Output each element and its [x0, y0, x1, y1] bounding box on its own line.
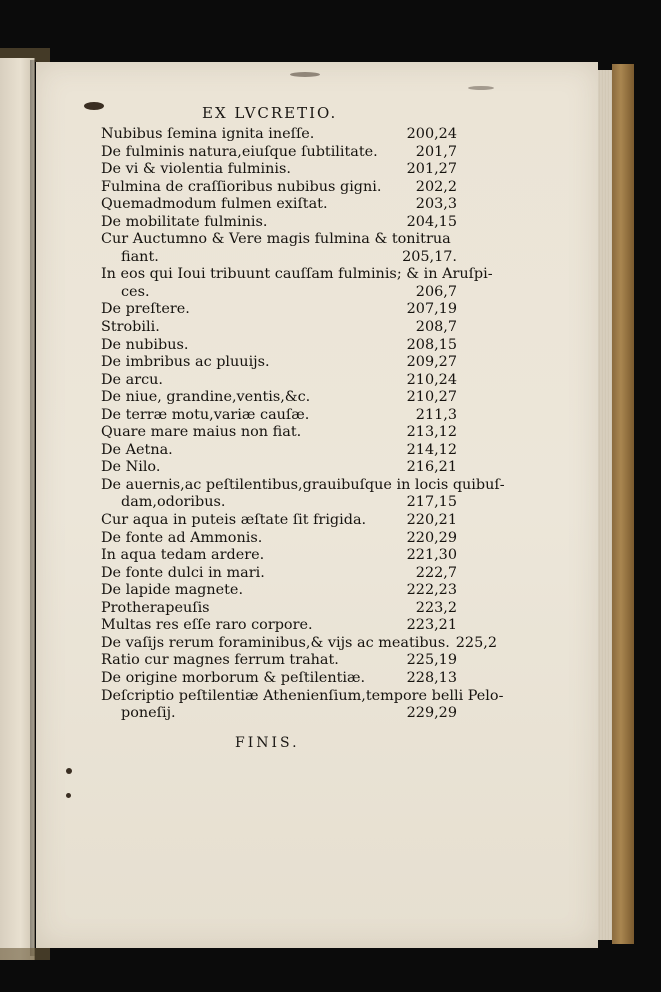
toc-entry: [101, 354, 457, 372]
toc-entry: [101, 179, 457, 197]
toc-entry-title: De auernis,ac peſtilentibus,grauibuſque in locis quibuſ-: [101, 476, 505, 493]
toc-entry-page: 208,7: [415, 319, 457, 336]
toc-entry: [101, 442, 457, 460]
toc-entry-page: 223,21: [406, 617, 457, 634]
toc-entry: [101, 512, 457, 530]
toc-entry: [101, 424, 457, 442]
toc-entry-page: 225,19: [406, 652, 457, 669]
toc-entry: [101, 161, 457, 179]
finis-mark: FINIS.: [235, 735, 300, 751]
toc-entry-page: 201,27: [406, 161, 457, 178]
toc-entry-page: 202,2: [415, 178, 457, 195]
toc-entry-title: Fulmina de craſſioribus nubibus gigni.: [101, 178, 382, 195]
ink-stain: [66, 793, 71, 798]
toc-entry-page: 206,7: [415, 283, 457, 300]
toc-entry-title: De lapide magnete.: [101, 582, 244, 599]
running-head: EX LVCRETIO.: [202, 104, 338, 122]
toc-entry-title: Nubibus ſemina ignita ineſſe.: [101, 126, 315, 142]
toc-entry-page: 220,29: [406, 529, 457, 546]
ink-stain: [468, 86, 494, 90]
toc-entry-page: 225,2: [455, 634, 497, 651]
toc-entry-title: De fonte dulci in mari.: [101, 564, 265, 581]
toc-entry: [101, 617, 457, 635]
toc-entry-title: Ratio cur magnes ferrum trahat.: [101, 652, 339, 669]
toc-entry: [101, 547, 457, 565]
toc-entry-page: 228,13: [406, 669, 457, 686]
toc-entry-page: 222,7: [415, 564, 457, 581]
toc-entry-page: 209,27: [406, 354, 457, 371]
toc-entry: [101, 301, 457, 319]
toc-entry-title: De imbribus ac pluuijs.: [101, 354, 270, 371]
toc-entry: [101, 214, 457, 232]
toc-entry-title: Quare mare maius non fiat.: [101, 424, 302, 441]
toc-entry-page: 208,15: [406, 336, 457, 353]
toc-entry-title: In eos qui Ioui tribuunt cauſſam fulminis; & in Aruſpi-: [101, 266, 493, 283]
toc-entry-title: De nubibus.: [101, 336, 189, 353]
toc-entry: [101, 459, 457, 477]
toc-entry-title: De vaſijs rerum foraminibus,& vijs ac meatibus.: [101, 634, 450, 651]
toc-entry: [101, 372, 457, 390]
toc-entry: [101, 600, 457, 618]
toc-entry-page: 213,12: [406, 424, 457, 441]
toc-entry-page: 229,29: [406, 705, 457, 722]
binding-thread-bottom: [0, 948, 50, 960]
toc-entry: [101, 652, 457, 670]
toc-entry-page: 216,21: [406, 459, 457, 476]
toc-entry-title: De arcu.: [101, 371, 163, 388]
toc-entry-title: Quemadmodum fulmen exiſtat.: [101, 196, 328, 213]
toc-entry-page: 222,23: [406, 582, 457, 599]
toc-entry: [101, 530, 457, 548]
toc-entry: [101, 670, 457, 688]
toc-entry-title: Cur aqua in puteis æſtate ſit frigida.: [101, 512, 367, 529]
toc-entry-title: Multas res eſſe raro corpore.: [101, 617, 313, 634]
toc-entry-page: 200,24: [406, 126, 457, 142]
ink-stain: [84, 102, 104, 110]
ink-stain: [290, 72, 320, 77]
toc-entry-page: 214,12: [406, 441, 457, 458]
toc-entry-title: De Aetna.: [101, 441, 173, 458]
toc-entry-title: De Nilo.: [101, 459, 161, 476]
toc-entry-title: De niue, grandine,ventis,&c.: [101, 389, 311, 406]
toc-entry: [101, 634, 497, 653]
toc-entry-page: 220,21: [406, 512, 457, 529]
toc-entry-page: 201,7: [415, 143, 457, 160]
toc-entry-page: 211,3: [415, 406, 457, 423]
toc-entry: [101, 407, 457, 425]
toc-entry: [101, 266, 493, 301]
toc-entry-page: 205,17.: [402, 248, 457, 265]
toc-entry-title: Strobili.: [101, 319, 160, 336]
toc-entry-title: De fonte ad Ammonis.: [101, 529, 263, 546]
leather-cover-edge: [612, 64, 634, 944]
toc-entry: [101, 337, 457, 355]
toc-entry: [101, 687, 504, 723]
toc-entry-title: In aqua tedam ardere.: [101, 547, 265, 564]
toc-entry-title: Deſcriptio peſtilentiæ Athenienſium,tempore belli Pelo-: [101, 687, 504, 704]
toc-entry: [101, 565, 457, 583]
toc-entry-page: 207,19: [406, 301, 457, 318]
page-block-edges: [598, 70, 613, 940]
toc-entry-page: 204,15: [406, 213, 457, 230]
toc-entry: [101, 389, 457, 407]
toc-entry-title: De terræ motu,variæ cauſæ.: [101, 406, 310, 423]
toc-entry-page: 223,2: [415, 599, 457, 616]
toc-entry: [101, 196, 457, 214]
toc-entry-title: De preſtere.: [101, 301, 190, 318]
toc-entry-title: De vi & violentia fulminis.: [101, 161, 291, 178]
toc-entry-page: 221,30: [406, 547, 457, 564]
toc-entry-continuation: fiant.: [121, 248, 159, 265]
toc-entry-continuation: dam,odoribus.: [121, 494, 226, 511]
toc-entry: [101, 319, 457, 337]
toc-entry-page: 210,27: [406, 389, 457, 406]
toc-entry: [101, 476, 505, 512]
toc-entry-title: Protherapeuſis: [101, 599, 210, 616]
toc-entry-title: Cur Auctumno & Vere magis fulmina & tonitrua: [101, 231, 451, 248]
table-of-contents: [101, 126, 505, 723]
toc-entry: [101, 231, 457, 266]
toc-entry: [101, 582, 457, 600]
toc-entry: [101, 144, 457, 162]
toc-entry-page: 210,24: [406, 371, 457, 388]
toc-entry-continuation: poneſij.: [121, 705, 176, 722]
toc-entry: [101, 126, 457, 144]
ink-stain: [66, 768, 72, 774]
toc-entry-page: 217,15: [406, 494, 457, 511]
toc-entry-page: 203,3: [415, 196, 457, 213]
toc-entry-title: De mobilitate fulminis.: [101, 213, 268, 230]
toc-entry-continuation: ces.: [121, 283, 150, 300]
toc-entry-title: De fulminis natura,eiuſque ſubtilitate.: [101, 143, 378, 160]
toc-entry-title: De origine morborum & peſtilentiæ.: [101, 669, 366, 686]
